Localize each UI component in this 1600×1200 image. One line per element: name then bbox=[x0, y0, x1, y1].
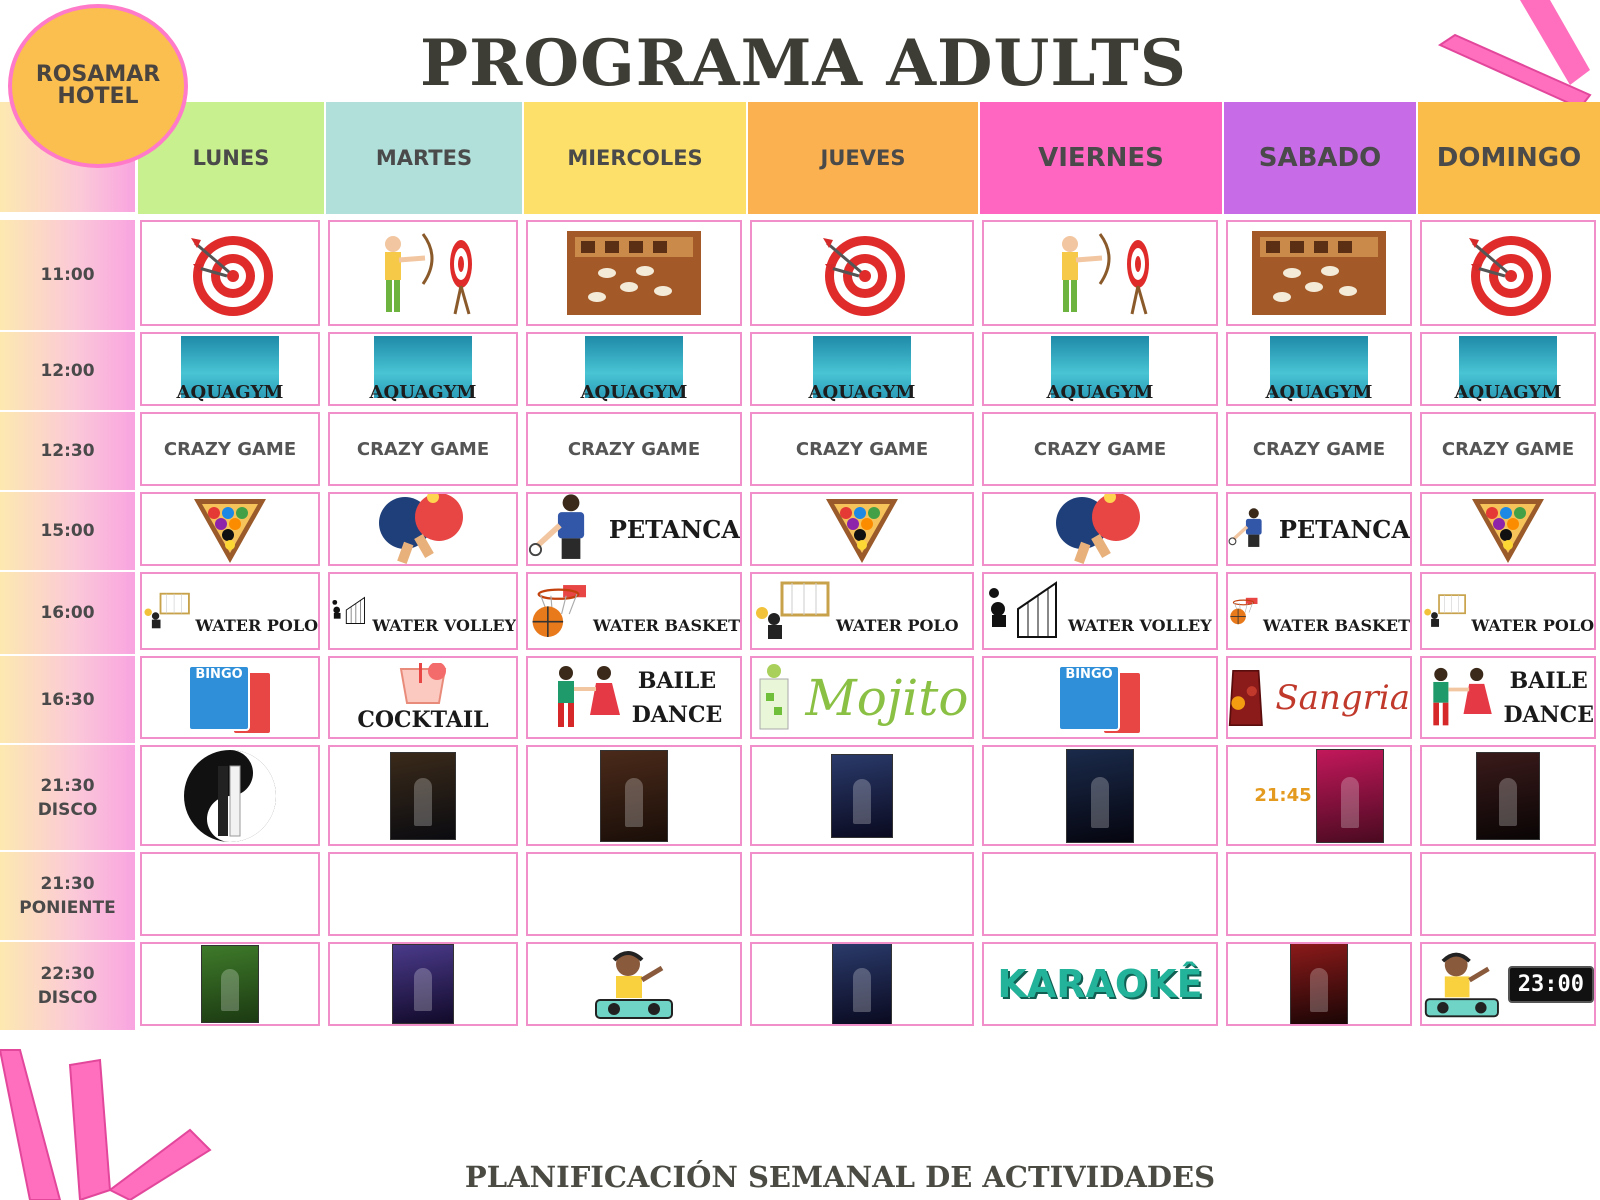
dancing-couple-icon bbox=[546, 663, 626, 733]
water-volley-icon bbox=[330, 579, 368, 643]
target-icon bbox=[817, 228, 907, 318]
activity-label: AQUAGYM bbox=[1046, 382, 1154, 403]
bingo-card: BINGO bbox=[188, 665, 250, 731]
activity-cell bbox=[328, 572, 518, 650]
activity-label: PETANCA bbox=[1278, 514, 1410, 544]
page-title: PROGRAMA ADULTS bbox=[420, 26, 1187, 101]
dance-text: DANCE bbox=[631, 701, 723, 728]
activity-cell-empty bbox=[328, 852, 518, 936]
activity-cell bbox=[1420, 220, 1596, 326]
day-header-miercoles: MIERCOLES bbox=[524, 102, 746, 214]
venue-label: PONIENTE bbox=[19, 898, 116, 918]
dance-label bbox=[632, 664, 723, 732]
bingo-card-icon bbox=[1058, 665, 1142, 731]
activity-label: WATER BASKET bbox=[1263, 615, 1410, 635]
time-label bbox=[0, 412, 135, 490]
activity-cell bbox=[1226, 942, 1412, 1026]
bingo-card: BINGO bbox=[1058, 665, 1120, 731]
activity-label: WATER BASKET bbox=[593, 615, 740, 635]
activity-cell bbox=[982, 942, 1218, 1026]
activity-cell bbox=[1420, 492, 1596, 566]
archer-icon bbox=[1040, 228, 1160, 318]
activity-cell bbox=[140, 656, 320, 739]
cocktail-glass-icon bbox=[393, 663, 453, 707]
activity-cell-empty bbox=[526, 852, 742, 936]
sangria-jug-icon bbox=[1228, 660, 1265, 736]
activity-cell bbox=[526, 572, 742, 650]
activity-cell bbox=[982, 492, 1218, 566]
time-value: 21:30 bbox=[40, 874, 95, 894]
show-time: 21:45 bbox=[1254, 785, 1312, 806]
activity-label: CRAZY GAME bbox=[1252, 438, 1386, 460]
activity-label: CRAZY GAME bbox=[795, 438, 929, 460]
activity-label: PETANCA bbox=[608, 514, 740, 544]
activity-cell bbox=[526, 656, 742, 739]
poster-figure bbox=[1310, 968, 1328, 1012]
activity-cell bbox=[982, 220, 1218, 326]
activity-cell bbox=[750, 492, 974, 566]
day-header-sabado: SABADO bbox=[1224, 102, 1416, 214]
activity-cell bbox=[750, 412, 974, 486]
activity-label: COCKTAIL bbox=[357, 706, 489, 733]
activity-cell bbox=[1420, 656, 1596, 739]
activity-cell bbox=[328, 220, 518, 326]
dj-icon bbox=[1422, 942, 1502, 1026]
ping-pong-icon bbox=[375, 492, 471, 566]
shuffleboard-photo bbox=[567, 231, 701, 315]
time-value: 21:30 bbox=[40, 775, 95, 796]
petanca-player-icon bbox=[1228, 492, 1273, 566]
day-header-viernes: VIERNES bbox=[980, 102, 1222, 214]
time-label bbox=[0, 572, 135, 654]
activity-cell bbox=[328, 492, 518, 566]
water-polo-icon bbox=[142, 581, 191, 641]
activity-cell bbox=[750, 220, 974, 326]
dancing-couple-icon bbox=[1422, 663, 1497, 733]
activity-cell bbox=[982, 412, 1218, 486]
magic-show-poster bbox=[1066, 749, 1134, 843]
activity-cell bbox=[328, 412, 518, 486]
activity-cell bbox=[982, 745, 1218, 846]
activity-cell bbox=[140, 942, 320, 1026]
activity-cell-empty bbox=[1226, 852, 1412, 936]
billiard-balls-icon bbox=[1468, 493, 1548, 565]
time-label bbox=[0, 656, 135, 743]
singer-poster bbox=[392, 944, 454, 1024]
activity-cell bbox=[750, 572, 974, 650]
time-label bbox=[0, 492, 135, 570]
digital-clock: 23:00 bbox=[1508, 966, 1594, 1003]
activity-label: CRAZY GAME bbox=[567, 438, 701, 460]
day-header-domingo: DOMINGO bbox=[1418, 102, 1600, 214]
activity-cell bbox=[982, 332, 1218, 406]
shuffleboard-photo bbox=[1252, 231, 1386, 315]
karaoke-logo: KARAOKÊ bbox=[997, 962, 1203, 1006]
water-polo-icon bbox=[1422, 581, 1467, 641]
ping-pong-icon bbox=[1052, 492, 1148, 566]
michael-jackson-poster bbox=[390, 752, 456, 840]
activity-cell bbox=[1420, 332, 1596, 406]
activity-label: Sangria bbox=[1275, 677, 1410, 718]
poster-figure bbox=[853, 779, 871, 824]
activity-cell bbox=[526, 332, 742, 406]
activity-cell bbox=[1226, 412, 1412, 486]
show-poster bbox=[832, 943, 892, 1025]
activity-cell bbox=[1226, 572, 1412, 650]
activity-cell bbox=[328, 745, 518, 846]
activity-cell bbox=[982, 572, 1218, 650]
day-header-jueves: JUEVES bbox=[748, 102, 978, 214]
time-value: 22:30 bbox=[40, 964, 95, 984]
activity-cell bbox=[750, 745, 974, 846]
poster-figure bbox=[853, 968, 871, 1012]
poster-figure bbox=[1341, 777, 1359, 828]
activity-cell bbox=[1226, 332, 1412, 406]
activity-label: AQUAGYM bbox=[580, 382, 688, 403]
activity-cell bbox=[526, 745, 742, 846]
activity-cell bbox=[328, 942, 518, 1026]
activity-cell bbox=[1226, 220, 1412, 326]
activity-label: CRAZY GAME bbox=[1441, 438, 1575, 460]
mojito-glass-icon bbox=[756, 663, 792, 733]
activity-cell-empty bbox=[140, 852, 320, 936]
activity-label: AQUAGYM bbox=[1265, 382, 1373, 403]
activity-label: WATER VOLLEY bbox=[372, 615, 516, 635]
beatles-poster bbox=[600, 750, 668, 842]
activity-cell bbox=[328, 656, 518, 739]
hotel-logo bbox=[8, 4, 188, 168]
activity-label: AQUAGYM bbox=[1454, 382, 1562, 403]
activity-cell bbox=[1226, 492, 1412, 566]
billiard-balls-icon bbox=[822, 493, 902, 565]
activity-label: CRAZY GAME bbox=[1033, 438, 1167, 460]
activity-label: WATER POLO bbox=[836, 615, 959, 635]
activity-cell bbox=[328, 332, 518, 406]
water-basket-icon bbox=[528, 575, 589, 647]
activity-label: AQUAGYM bbox=[369, 382, 477, 403]
activity-cell bbox=[982, 656, 1218, 739]
dance-text: DANCE bbox=[1503, 701, 1594, 728]
activity-cell bbox=[1420, 412, 1596, 486]
petanca-player-icon bbox=[528, 492, 603, 566]
day-header-martes: MARTES bbox=[326, 102, 522, 214]
activity-cell-empty bbox=[982, 852, 1218, 936]
poster-figure bbox=[1499, 778, 1517, 825]
show-poster bbox=[831, 754, 893, 838]
activity-label: WATER VOLLEY bbox=[1068, 615, 1212, 635]
time-value: 12:00 bbox=[40, 361, 95, 381]
activity-cell bbox=[750, 942, 974, 1026]
day-header-lunes: LUNES bbox=[138, 102, 324, 214]
rosalinda-poster bbox=[1290, 943, 1348, 1025]
activity-cell bbox=[140, 220, 320, 326]
time-label bbox=[0, 942, 135, 1030]
tango-couple-photo bbox=[172, 748, 288, 844]
dance-label bbox=[1503, 664, 1594, 732]
time-value: 12:30 bbox=[40, 441, 95, 461]
activity-cell bbox=[1420, 942, 1596, 1026]
activity-cell bbox=[526, 942, 742, 1026]
activity-label: CRAZY GAME bbox=[163, 438, 297, 460]
activity-cell bbox=[140, 492, 320, 566]
bingo-card-icon bbox=[188, 665, 272, 731]
el-resto-poster bbox=[1476, 752, 1540, 840]
activity-cell-empty bbox=[1420, 852, 1596, 936]
time-label bbox=[0, 220, 135, 330]
activity-cell bbox=[750, 656, 974, 739]
archer-icon bbox=[363, 228, 483, 318]
time-value: 16:30 bbox=[40, 689, 95, 710]
hotel-name-line1: ROSAMAR bbox=[35, 62, 161, 87]
poster-figure bbox=[414, 778, 432, 825]
activity-cell bbox=[1226, 656, 1412, 739]
activity-label: AQUAGYM bbox=[808, 382, 916, 403]
time-value: 16:00 bbox=[40, 603, 95, 623]
poster-figure bbox=[414, 968, 432, 1011]
activity-cell bbox=[526, 412, 742, 486]
activity-cell bbox=[140, 572, 320, 650]
time-label bbox=[0, 745, 135, 850]
activity-label: WATER POLO bbox=[195, 615, 318, 635]
water-volley-icon bbox=[984, 579, 1064, 643]
activity-cell bbox=[140, 745, 320, 846]
venue-label: DISCO bbox=[37, 799, 98, 820]
activity-label: CRAZY GAME bbox=[356, 438, 490, 460]
activity-cell bbox=[1420, 745, 1596, 846]
poster-figure bbox=[625, 778, 643, 828]
page-footer: PLANIFICACIÓN SEMANAL DE ACTIVIDADES bbox=[464, 1160, 1216, 1194]
venue-label: DISCO bbox=[37, 988, 98, 1008]
poster-figure bbox=[221, 969, 239, 1011]
water-polo-icon bbox=[752, 581, 832, 641]
time-label bbox=[0, 852, 135, 940]
jungle-poster bbox=[201, 945, 259, 1023]
baile-text: BAILE bbox=[637, 667, 717, 694]
activity-cell bbox=[750, 332, 974, 406]
billiard-balls-icon bbox=[190, 493, 270, 565]
baile-text: BAILE bbox=[1509, 667, 1588, 694]
target-icon bbox=[185, 228, 275, 318]
activity-cell bbox=[140, 332, 320, 406]
poster-figure bbox=[1091, 777, 1109, 828]
activity-label: AQUAGYM bbox=[176, 382, 284, 403]
time-value: 11:00 bbox=[40, 265, 95, 285]
dj-icon bbox=[592, 942, 676, 1026]
activity-cell-empty bbox=[750, 852, 974, 936]
activity-cell bbox=[526, 492, 742, 566]
activity-label: Mojito bbox=[805, 668, 969, 727]
time-label bbox=[0, 332, 135, 410]
activity-cell bbox=[526, 220, 742, 326]
hotel-name-line2: HOTEL bbox=[57, 84, 139, 109]
espana-brava-poster bbox=[1316, 749, 1384, 843]
activity-cell bbox=[1226, 745, 1412, 846]
activity-cell bbox=[140, 412, 320, 486]
target-icon bbox=[1463, 228, 1553, 318]
activity-cell bbox=[1420, 572, 1596, 650]
time-value: 15:00 bbox=[40, 521, 95, 541]
water-basket-icon bbox=[1228, 575, 1259, 647]
activity-label: WATER POLO bbox=[1471, 615, 1594, 635]
